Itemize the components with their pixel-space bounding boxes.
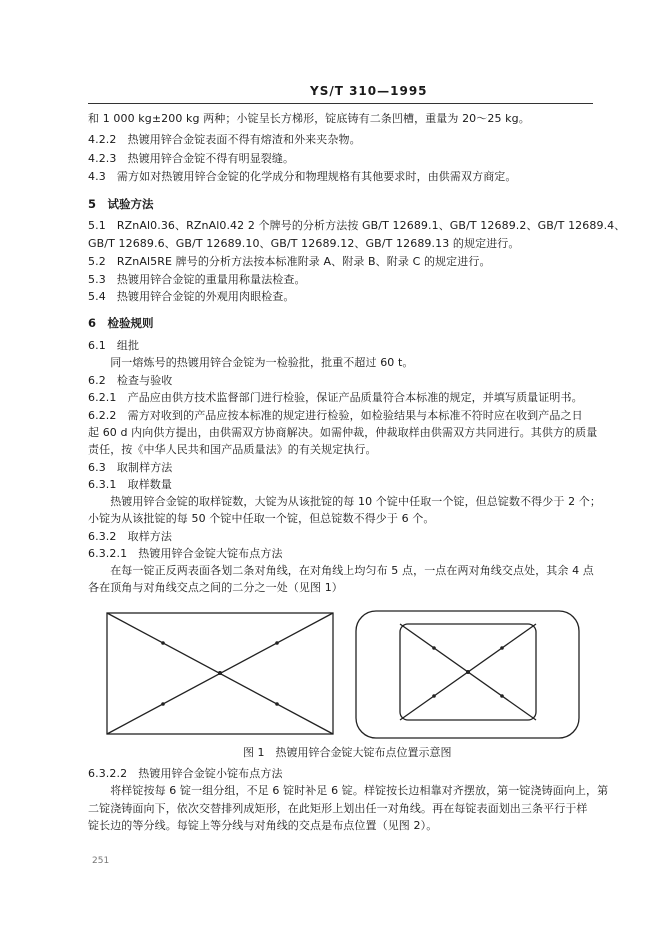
figure-1-caption: 图 1 热镀用锌合金锭大锭布点位置示意图 [243, 746, 452, 759]
text-line: 6.2 检查与验收 [88, 374, 173, 387]
sample-point [161, 702, 165, 706]
section-heading-5: 5 试验方法 [88, 197, 154, 211]
text-line: 责任，按《中华人民共和国产品质量法》的有关规定执行。 [88, 443, 377, 456]
text-line: 6.3.1 取样数量 [88, 478, 172, 491]
text-line: 5.4 热镀用锌合金锭的外观用肉眼检查。 [88, 290, 295, 303]
text-line: 起 60 d 内向供方提出，由供需双方协商解决。如需仲裁，仲裁取样由供需双方共同进行。其供方的质量 [88, 426, 598, 439]
sample-point [432, 694, 436, 698]
sample-point [466, 670, 470, 674]
sample-point [500, 694, 504, 698]
text-line: GB/T 12689.6、GB/T 12689.10、GB/T 12689.12、GB/T 12689.13 的规定进行。 [88, 237, 520, 250]
text-line: 4.2.2 热镀用锌合金锭表面不得有熔渣和外来夹杂物。 [88, 133, 361, 146]
ingot-outer-outline [356, 611, 579, 738]
section-heading-6: 6 检验规则 [88, 316, 154, 330]
text-line: 6.3.2.1 热镀用锌合金锭大锭布点方法 [88, 547, 283, 560]
sample-point [218, 671, 222, 675]
text-line: 6.3.2 取样方法 [88, 530, 172, 543]
text-line: 6.3.2.2 热镀用锌合金锭小锭布点方法 [88, 767, 283, 780]
text-line: 6.3 取制样方法 [88, 461, 173, 474]
text-line: 5.1 RZnAl0.36、RZnAl0.42 2 个牌号的分析方法按 GB/T 12689.1、GB/T 12689.2、GB/T 12689.4、 [88, 219, 626, 232]
page-number: 251 [92, 856, 110, 866]
sample-point [275, 702, 279, 706]
text-line: 4.2.3 热镀用锌合金锭不得有明显裂缝。 [88, 152, 295, 165]
text-line: 6.2.1 产品应由供方技术监督部门进行检验，保证产品质量符合本标准的规定，并填写质量证明书。 [88, 391, 583, 404]
text-line: 6.1 组批 [88, 339, 140, 352]
text-line: 4.3 需方如对热镀用锌合金锭的化学成分和物理规格有其他要求时，由供需双方商定。 [88, 170, 517, 183]
text-line: 热镀用锌合金锭的取样锭数，大锭为从该批锭的每 10 个锭中任取一个锭，但总锭数不得少于 2 个； [88, 495, 601, 508]
text-line: 同一熔炼号的热镀用锌合金锭为一检验批，批重不超过 60 t。 [88, 356, 414, 369]
text-line: 将样锭按每 6 锭一组分组，不足 6 锭时补足 6 锭。样锭按长边相靠对齐摆放，第一锭浇铸面向上，第 [88, 784, 609, 797]
sample-point [275, 641, 279, 645]
standard-header: YS/T 310—1995 [310, 84, 428, 98]
sample-point [161, 641, 165, 645]
text-line: 5.3 热镀用锌合金锭的重量用称量法检查。 [88, 273, 306, 286]
text-line: 二锭浇铸面向下，依次交替排列成矩形，在此矩形上划出任一对角线。再在每锭表面划出三条平行于样 [88, 802, 588, 815]
text-line: 6.2.2 需方对收到的产品应按本标准的规定进行检验，如检验结果与本标准不符时应在收到产品之日 [88, 409, 583, 422]
text-line: 各在顶角与对角线交点之间的二分之一处（见图 1） [88, 581, 343, 594]
sample-point [432, 646, 436, 650]
large-ingot-tapered-view [356, 611, 579, 738]
text-line: 小锭为从该批锭的每 50 个锭中任取一个锭，但总锭数不得少于 6 个。 [88, 512, 435, 525]
text-line: 和 1 000 kg±200 kg 两种；小锭呈长方梯形，锭底铸有二条凹槽，重量为 20～25 kg。 [88, 112, 530, 125]
text-line: 在每一锭正反两表面各划二条对角线，在对角线上均匀布 5 点，一点在两对角线交点处，其余 4 点 [88, 564, 594, 577]
text-line: 5.2 RZnAl5RE 牌号的分析方法按本标准附录 A、附录 B、附录 C 的规定进行。 [88, 255, 491, 268]
text-line: 锭长边的等分线。每锭上等分线与对角线的交点是布点位置（见图 2）。 [88, 819, 438, 832]
sample-point [500, 646, 504, 650]
